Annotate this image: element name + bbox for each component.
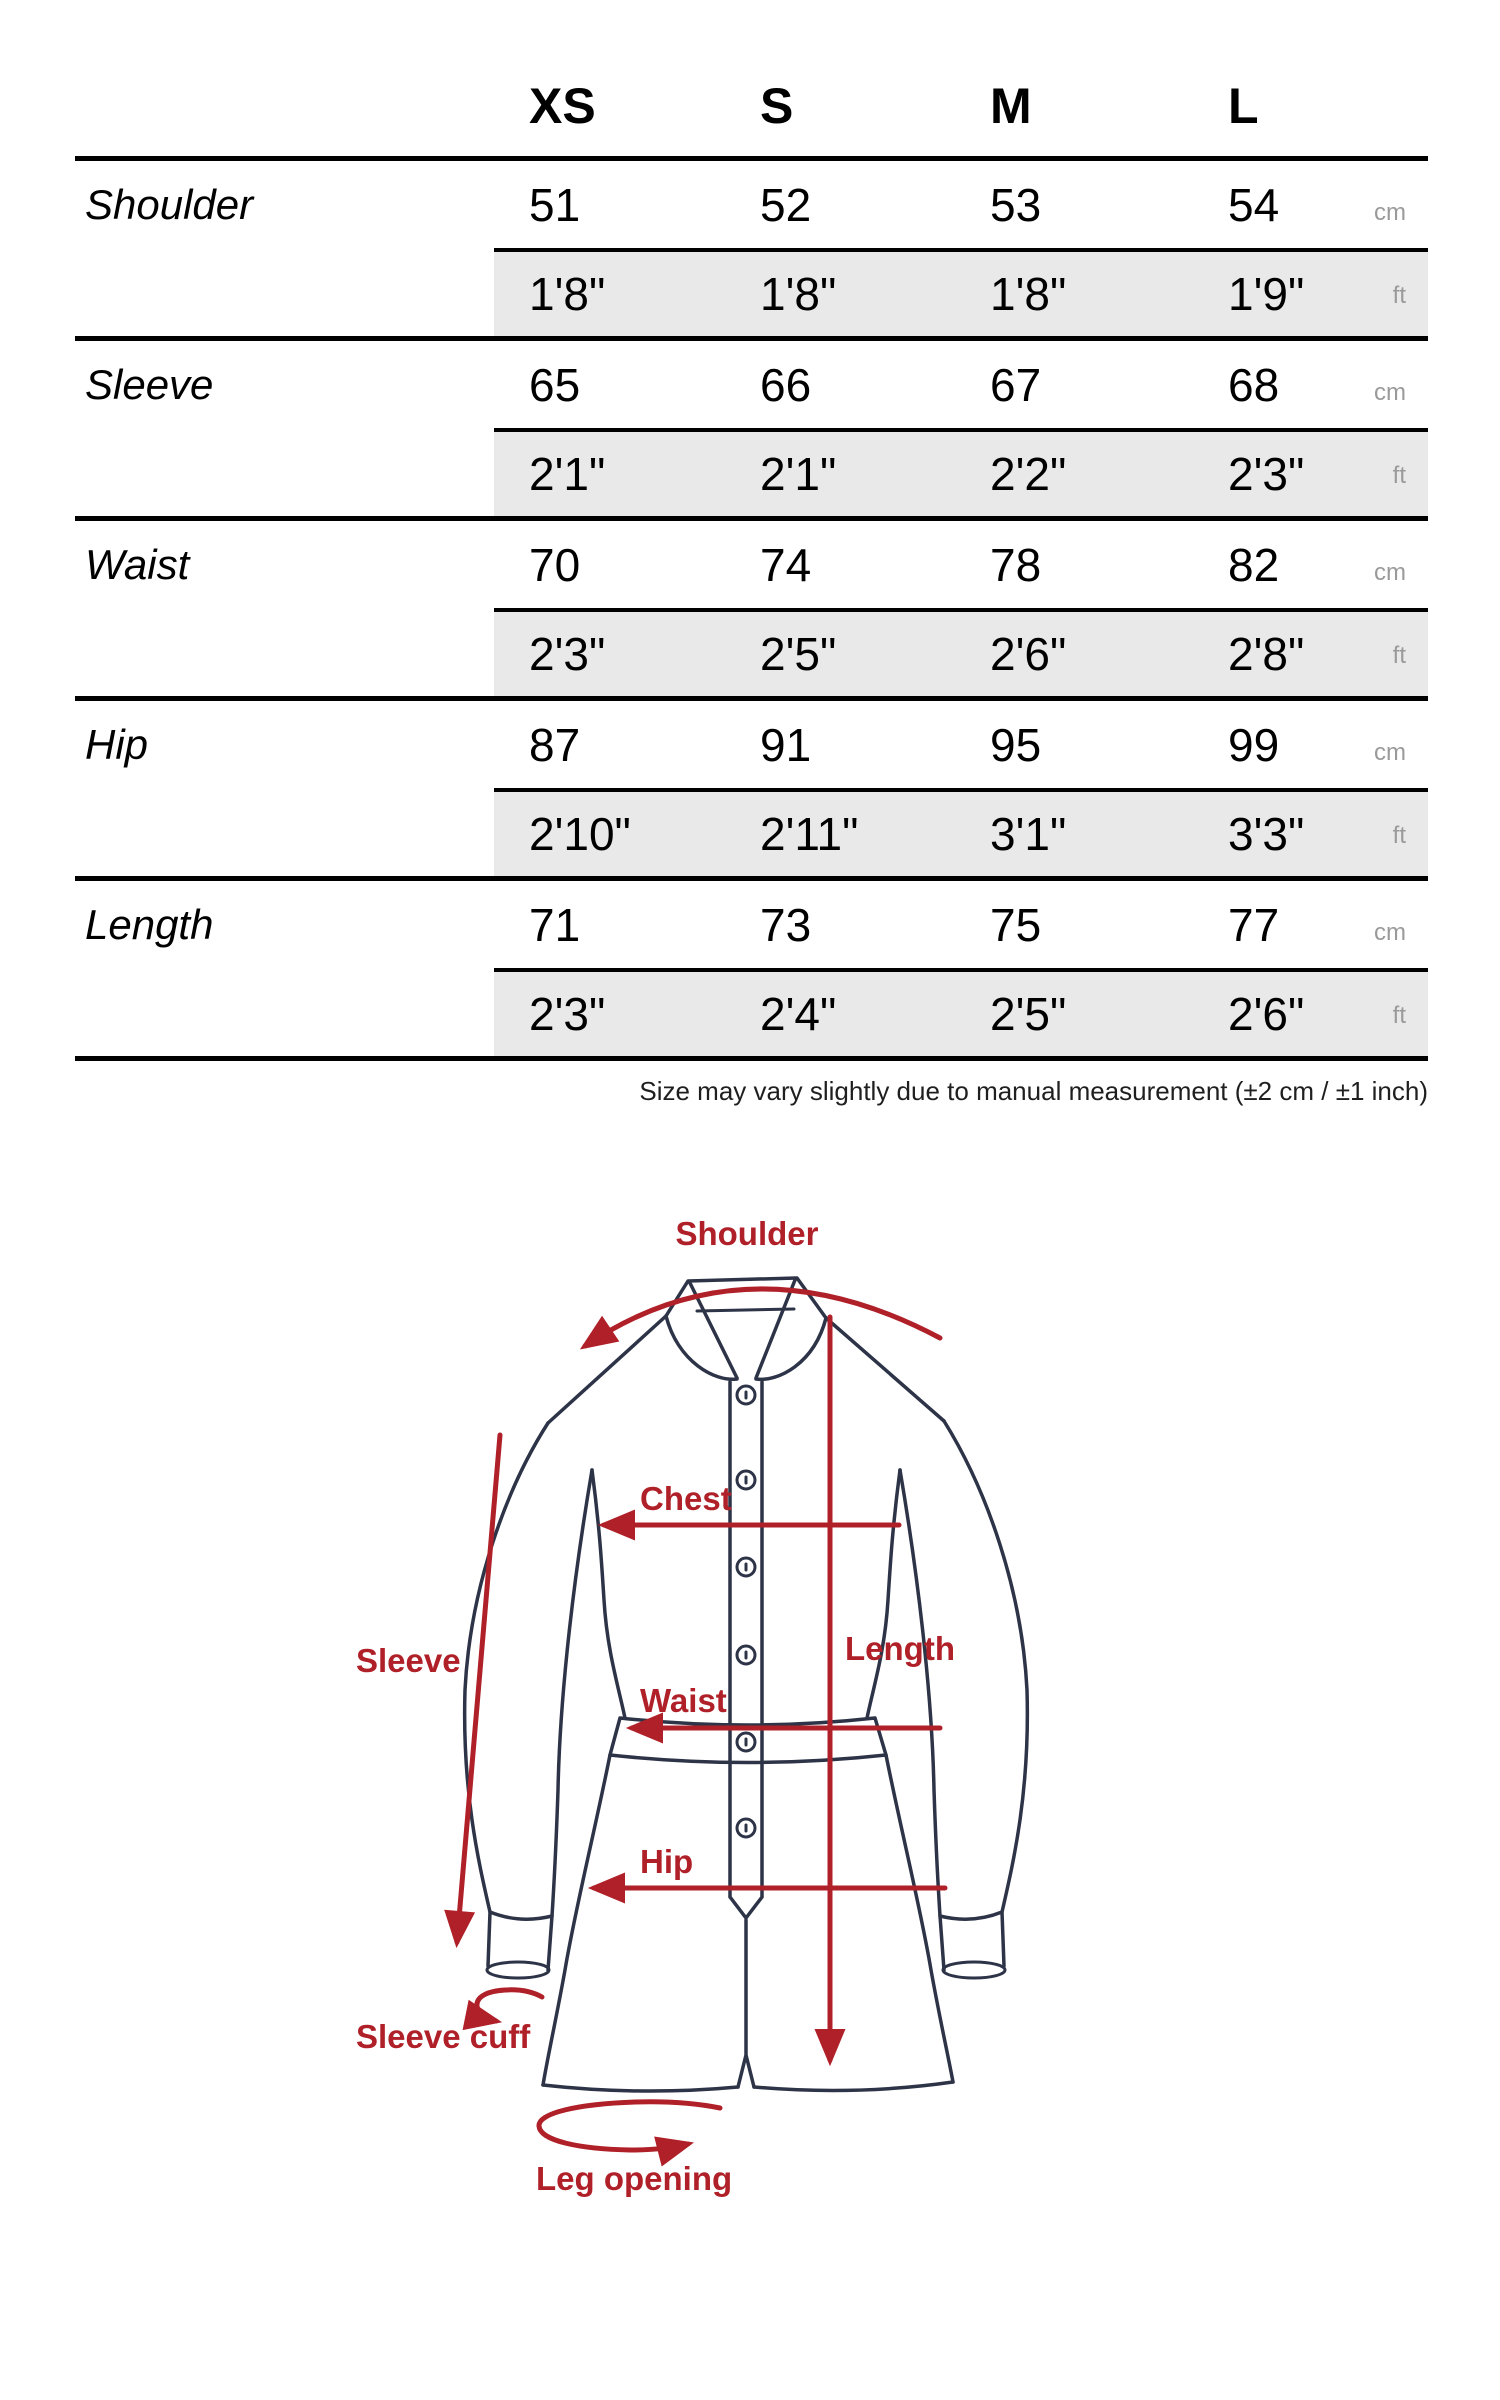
measurement-value: 82 <box>1228 539 1280 591</box>
measurement-value: 2'3" <box>1228 448 1305 500</box>
measurement-value: 2'3" <box>529 988 606 1040</box>
unit-label-ft: ft <box>1392 822 1406 849</box>
measurement-value: 1'9" <box>1228 268 1305 320</box>
sleeve-cuff-loop-arrow <box>477 1990 542 2021</box>
ft-row-band <box>494 428 1428 516</box>
waist-label: Waist <box>640 1682 727 1719</box>
measurement-value: 1'8" <box>529 268 606 320</box>
shoulder-label: Shoulder <box>675 1215 819 1252</box>
size-table-header-row <box>75 0 1428 161</box>
measurement-value: 77 <box>1228 899 1280 951</box>
measurement-value: 73 <box>760 899 812 951</box>
measurement-value: 71 <box>529 899 581 951</box>
ft-row-band <box>494 248 1428 336</box>
measurement-disclaimer: Size may vary slightly due to manual measurement (±2 cm / ±1 inch) <box>639 1076 1428 1106</box>
measurement-value: 3'3" <box>1228 808 1305 860</box>
column-header-s: S <box>760 78 794 134</box>
measurement-value: 2'8" <box>1228 628 1305 680</box>
unit-label-ft: ft <box>1392 1002 1406 1029</box>
measurement-value: 2'5" <box>990 988 1067 1040</box>
ft-row-band <box>494 788 1428 876</box>
unit-label-cm: cm <box>1374 199 1406 226</box>
leg-opening-label: Leg opening <box>536 2160 733 2197</box>
row-group-sleeve <box>75 341 1428 521</box>
measurement-value: 66 <box>760 359 812 411</box>
row-group-waist <box>75 521 1428 701</box>
measurement-value: 53 <box>990 179 1042 231</box>
measurement-value: 75 <box>990 899 1042 951</box>
row-label: Sleeve <box>85 361 214 408</box>
ft-row-band <box>494 968 1428 1056</box>
button-icons <box>737 1386 755 1837</box>
measurement-value: 2'1" <box>529 448 606 500</box>
unit-label-cm: cm <box>1374 739 1406 766</box>
shoulder-arc-arrow <box>585 1289 940 1346</box>
unit-label-cm: cm <box>1374 559 1406 586</box>
unit-label-ft: ft <box>1392 282 1406 309</box>
measurement-value: 1'8" <box>760 268 837 320</box>
measurement-value: 2'1" <box>760 448 837 500</box>
measurement-value: 51 <box>529 179 581 231</box>
measurement-value: 2'11" <box>760 808 859 860</box>
measurement-value: 1'8" <box>990 268 1067 320</box>
row-label: Length <box>85 901 214 948</box>
measurement-value: 2'10" <box>529 808 631 860</box>
column-header-xs: XS <box>529 78 596 134</box>
measurement-annotations <box>356 1215 955 2197</box>
row-label: Hip <box>85 721 149 768</box>
hip-label: Hip <box>640 1843 694 1880</box>
row-label: Shoulder <box>85 181 254 228</box>
measurement-value: 3'1" <box>990 808 1067 860</box>
leg-opening-loop-arrow <box>539 2102 720 2150</box>
measurement-value: 95 <box>990 719 1042 771</box>
row-group-shoulder <box>75 161 1428 341</box>
sleeve-label: Sleeve <box>356 1642 461 1679</box>
measurement-value: 99 <box>1228 719 1280 771</box>
romper-outline-drawing <box>465 1278 1028 2091</box>
length-label: Length <box>845 1630 955 1667</box>
measurement-value: 65 <box>529 359 581 411</box>
measurement-value: 2'6" <box>1228 988 1305 1040</box>
measurement-value: 91 <box>760 719 812 771</box>
measurement-value: 2'3" <box>529 628 606 680</box>
measurement-value: 54 <box>1228 179 1280 231</box>
measurement-value: 2'6" <box>990 628 1067 680</box>
measurement-value: 87 <box>529 719 581 771</box>
ft-row-band <box>494 608 1428 696</box>
unit-label-ft: ft <box>1392 642 1406 669</box>
sleeve-cuff-label: Sleeve cuff <box>356 2018 531 2055</box>
column-header-m: M <box>990 78 1032 134</box>
measurement-value: 52 <box>760 179 812 231</box>
unit-label-ft: ft <box>1392 462 1406 489</box>
measurement-value: 2'5" <box>760 628 837 680</box>
measurement-value: 74 <box>760 539 812 591</box>
measurement-value: 68 <box>1228 359 1280 411</box>
measurement-value: 70 <box>529 539 581 591</box>
measurement-value: 67 <box>990 359 1042 411</box>
garment-measurement-diagram <box>0 1150 1500 2400</box>
size-table <box>75 0 1428 1061</box>
chest-label: Chest <box>640 1480 732 1517</box>
row-label: Waist <box>85 541 190 588</box>
measurement-value: 2'2" <box>990 448 1067 500</box>
row-group-length <box>75 881 1428 1061</box>
row-group-hip <box>75 701 1428 881</box>
unit-label-cm: cm <box>1374 379 1406 406</box>
column-header-l: L <box>1228 78 1259 134</box>
unit-label-cm: cm <box>1374 919 1406 946</box>
measurement-value: 78 <box>990 539 1042 591</box>
measurement-value: 2'4" <box>760 988 837 1040</box>
